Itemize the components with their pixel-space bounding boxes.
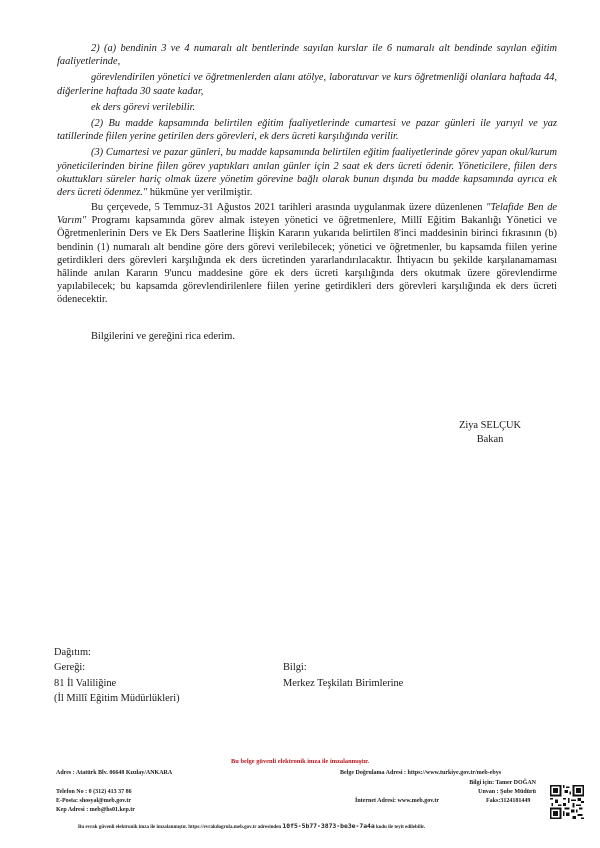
- info-recipient-1: Merkez Teşkilatı Birimlerine: [283, 677, 404, 689]
- signature-block: [425, 419, 555, 447]
- footer-website[interactable]: İnternet Adresi: www.meb.gov.tr: [355, 798, 440, 804]
- main-paragraph-rest: Programı kapsamında görev almak isteyen yönetici ve öğretmenlere, Millî Eğitim Bakanlığı Yönetici ve Öğretmenlerinin Ders ve Ek Ders Saatlerine İlişkin Kararın yukarıda belirtilen 8'inci maddesinin birinci fıkrasının (b) bendinin (1) numaralı alt bendine göre ders görevi verilebilecek; yönetici ve öğretmenler, bu kapsamda fiilen yerine getirdikleri ders görevleri karşılığında ek ders ücretinden yararlandırılacaktır. İhtiyacın bu şekilde karşılanamaması hâlinde anılan Kararın 9'uncu maddesine göre ek ders ücreti karşılığında ders okutmak üzere görevlendirme yapılabilecek; bu kapsamda görevlendirilenlere fiilen yerine getirdikleri ders görevleri karşılığında ek ders ücreti ödenecektir.: [57, 215, 557, 306]
- footer-kep-address: Kep Adresi : meb@hs01.kep.tr: [56, 807, 135, 813]
- main-paragraph-start: Bu çerçevede, 5 Temmuz-31 Ağustos 2021 tarihleri arasında uygulanmak üzere düzenlenen: [91, 202, 487, 213]
- quote-paragraph-5-italic: (3) Cumartesi ve pazar günleri, bu madde kapsamında belirtilen eğitim faaliyetlerinde görev yapan okul/kurum yöneticilerinden birine fiilen görev yaptıkları anılan günler için 2 saat ek ders ücreti ödenir. Yöneticilere, fiilen ders okuttukları süreler hariç olmak üzere yönetim görevine bağlı olarak bunun dışında bu madde kapsamında ayrıca ek ders ücreti ödenmez.": [57, 147, 557, 199]
- verification-suffix: kodu ile teyit edilebilir.: [376, 825, 425, 830]
- quote-paragraph-5: [57, 146, 557, 199]
- quote-paragraph-2: görevlendirilen yönetici ve öğretmenlerden alanı atölye, laboratuvar ve kurs öğretmenliği olanlara haftada 44, diğerlerine haftada 30 saate kadar,: [57, 72, 557, 97]
- footer-verify-link[interactable]: Belge Doğrulama Adresi : https://www.turkiye.gov.tr/meb-ebys: [340, 770, 502, 776]
- closing-paragraph: [57, 330, 557, 343]
- footer-info-title: Unvan : Şube Müdürü: [478, 789, 536, 795]
- quote-paragraph-4: (2) Bu madde kapsamında belirtilen eğitim faaliyetlerinde cumartesi ve pazar günleri ile yarıyıl ve yaz tatillerinde fiilen yerine getirilen ders görevleri, ek ders ücreti karşılığında verilir.: [57, 118, 557, 143]
- quote-paragraph-5-normal: hükmüne yer verilmiştir.: [147, 187, 253, 199]
- qr-code-icon: [550, 785, 584, 819]
- quote-paragraph-3: ek ders görevi verilebilir.: [91, 101, 196, 113]
- verification-code: 10f5-5b77-3873-be3e-7a4a: [282, 822, 375, 830]
- closing-text: Bilgilerini ve gereğini rica ederim.: [91, 331, 235, 342]
- esign-notice: Bu belge güvenli elektronik imza ile imzalanmıştır.: [231, 758, 369, 765]
- signatory-title: Bakan: [476, 434, 504, 445]
- info-label: Bilgi:: [283, 662, 307, 673]
- quoted-regulation: [57, 42, 557, 199]
- verification-prefix: Bu evrak güvenli elektronik imza ile imzalanmıştır. https://evrakdogrula.meb.gov.tr adresinden: [78, 825, 282, 830]
- footer-email[interactable]: E-Posta: shosyal@meb.gov.tr: [56, 798, 132, 804]
- verification-line: [78, 822, 538, 830]
- signatory-name: Ziya SELÇUK: [458, 420, 522, 431]
- program-name: "Telafide Ben de Varım": [57, 202, 557, 227]
- footer-fax: Faks:3124181449: [486, 798, 531, 804]
- action-recipient-2: (İl Millî Eğitim Müdürlükleri): [54, 693, 180, 704]
- action-recipient-1: 81 İl Valiliğine: [54, 677, 117, 689]
- main-paragraph: [57, 201, 557, 307]
- footer-phone: Telefon No : 0 (312) 413 37 86: [56, 789, 132, 795]
- distribution-info-list: [283, 660, 403, 691]
- distribution-heading: Dağıtım:: [54, 647, 91, 658]
- footer-address: Adres : Atatürk Blv. 06648 Kızılay/ANKARA: [56, 770, 173, 776]
- action-label: Gereği:: [54, 662, 86, 673]
- distribution-action-list: [54, 660, 180, 707]
- footer-info-person: Bilgi için: Tamer DOĞAN: [469, 780, 536, 786]
- quote-paragraph-1: 2) (a) bendinin 3 ve 4 numaralı alt bentlerinde sayılan kurslar ile 6 numaralı alt bendinde sayılan eğitim faaliyetlerinde,: [57, 43, 557, 68]
